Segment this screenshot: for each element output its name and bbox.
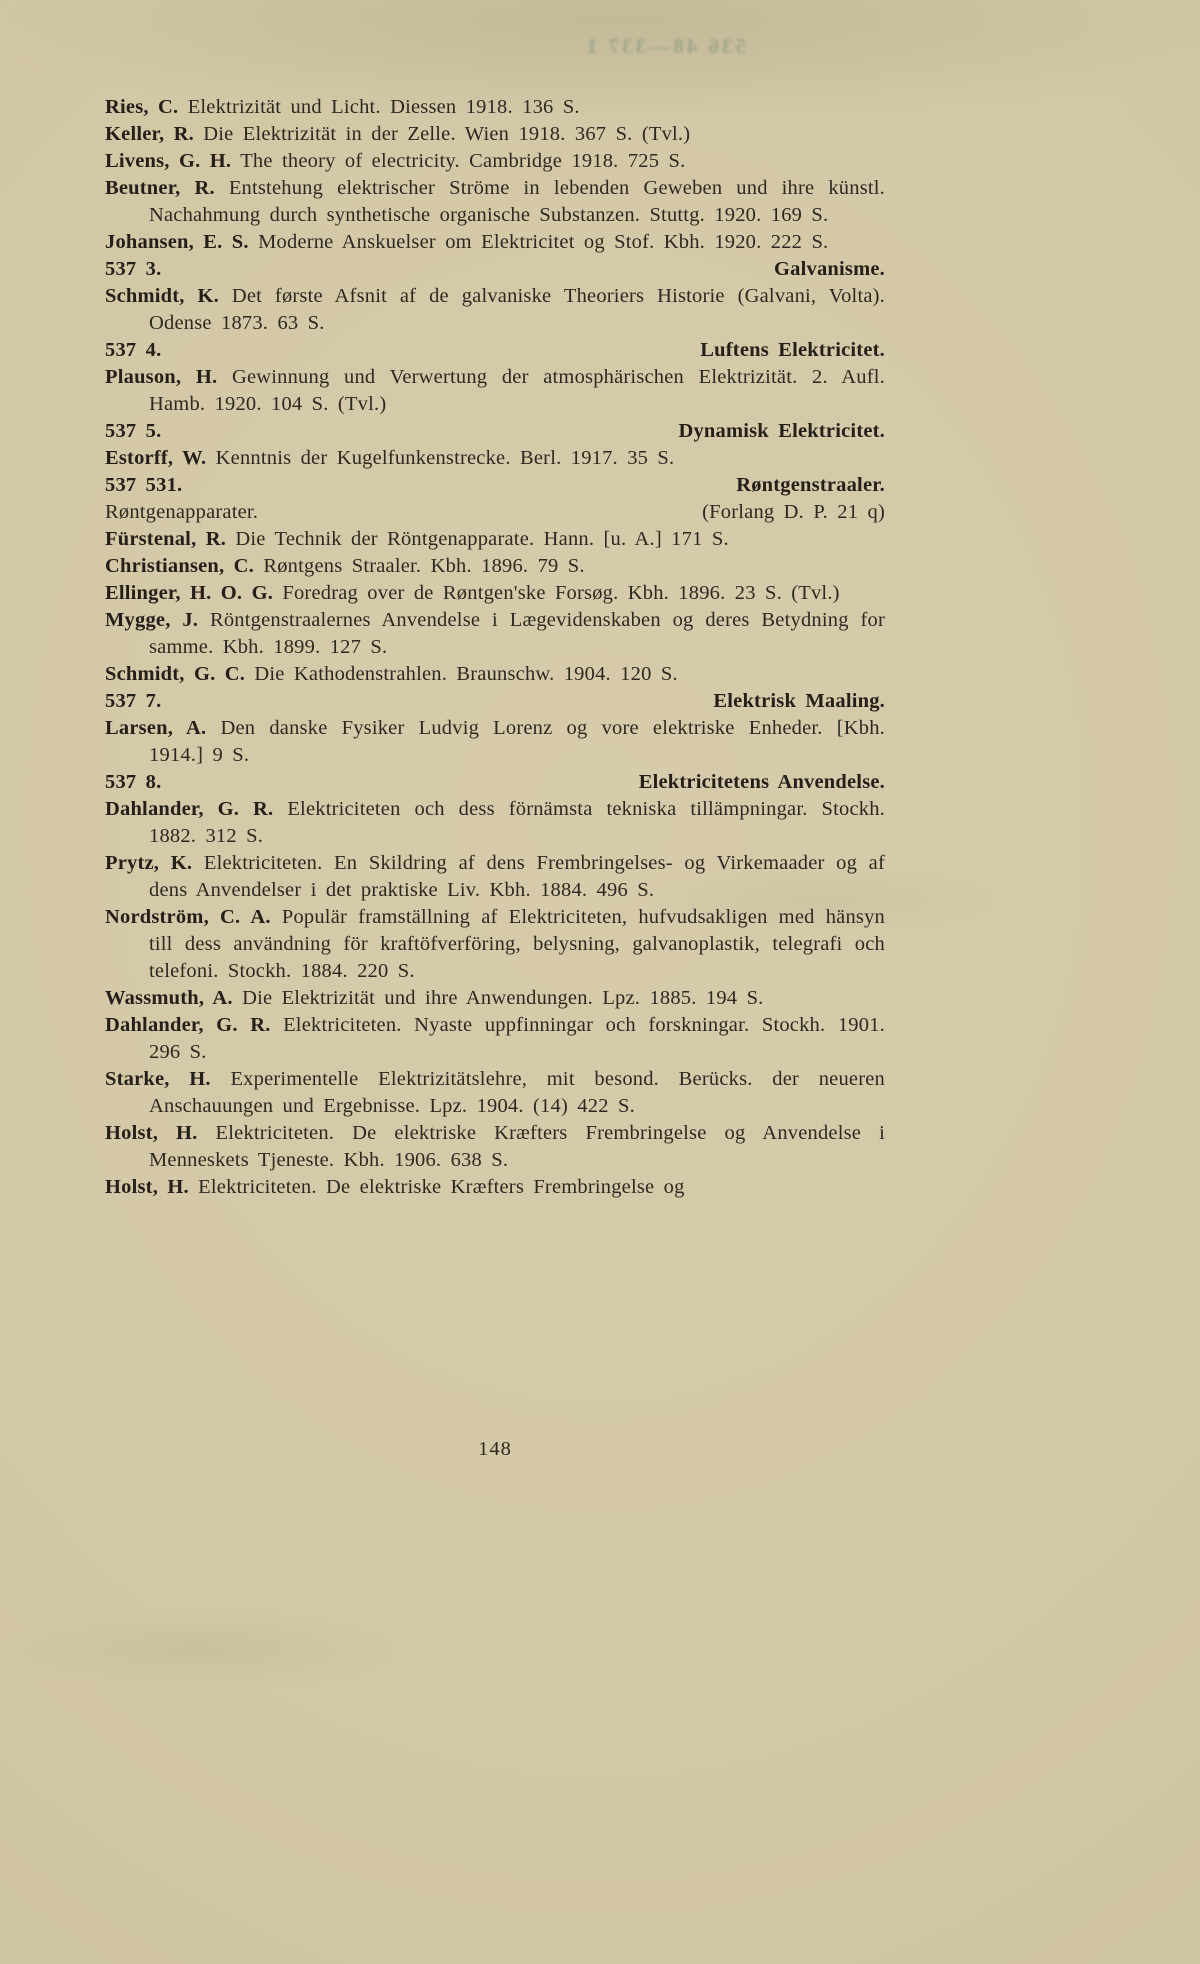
entry-text: Experimentelle Elektrizitätslehre, mit besond. Berücks. der neueren Anschauungen und Ergebnisse. Lpz. 1904. (14) 422 S. [149, 1068, 885, 1117]
entry-author: Holst, H. [105, 1176, 189, 1198]
entry-author: Christiansen, C. [105, 555, 255, 577]
entry-author: Livens, G. H. [105, 150, 232, 172]
entry-text: Die Kathodenstrahlen. Braunschw. 1904. 120 S. [254, 663, 678, 685]
entry-author: Starke, H. [105, 1068, 211, 1090]
entry-author: Holst, H. [105, 1122, 198, 1144]
entry-author: Keller, R. [105, 123, 194, 145]
section-title: Luftens Elektricitet. [700, 339, 885, 361]
bibliography-list [105, 94, 885, 1201]
entry-text: Die Technik der Röntgenapparate. Hann. [u. A.] 171 S. [235, 528, 729, 550]
bib-entry [105, 553, 885, 580]
entry-text: Populär framställning af Elektriciteten, hufvudsakligen med hänsyn till dess användning för kraftöfverföring, belysning, galvanoplastik, telegrafi och telefoni. Stockh. 1884. 220 S. [149, 906, 885, 982]
bib-entry [105, 985, 885, 1012]
entry-text: Elektriciteten. De elektriske Kræfters Frembringelse og Anvendelse i Menneskets Tjeneste. Kbh. 1906. 638 S. [149, 1122, 886, 1171]
entry-text: The theory of electricity. Cambridge 1918. 725 S. [240, 150, 686, 172]
bib-entry [105, 607, 885, 661]
entry-author: Schmidt, G. C. [105, 663, 246, 685]
bib-entry [105, 661, 885, 688]
bib-entry [105, 148, 885, 175]
entry-author: Schmidt, K. [105, 285, 219, 307]
bib-entry [105, 94, 885, 121]
bib-entry [105, 1012, 885, 1066]
entry-author: Dahlander, G. R. [105, 798, 274, 820]
entry-author: Wassmuth, A. [105, 987, 233, 1009]
section-heading [105, 769, 885, 796]
cross-reference-term: Røntgenapparater. [105, 501, 259, 523]
bib-entry [105, 121, 885, 148]
section-code: 537 5. [105, 420, 162, 442]
entry-text: Kenntnis der Kugelfunkenstrecke. Berl. 1917. 35 S. [215, 447, 675, 469]
bib-entry [105, 850, 885, 904]
bib-entry [105, 1120, 885, 1174]
entry-text: Det første Afsnit af de galvaniske Theoriers Historie (Galvani, Volta). Odense 1873. 63 S. [149, 285, 886, 334]
bib-entry [105, 796, 885, 850]
entry-author: Estorff, W. [105, 447, 207, 469]
entry-author: Mygge, J. [105, 609, 199, 631]
entry-author: Nordström, C. A. [105, 906, 271, 928]
entry-author: Ellinger, H. O. G. [105, 582, 274, 604]
entry-author: Prytz, K. [105, 852, 193, 874]
cross-reference-note: (Forlang D. P. 21 q) [702, 501, 885, 523]
entry-author: Beutner, R. [105, 177, 215, 199]
bib-entry [105, 175, 885, 229]
bib-entry [105, 229, 885, 256]
bib-entry [105, 1066, 885, 1120]
entry-text: Röntgenstraalernes Anvendelse i Lægevidenskaben og deres Betydning for samme. Kbh. 1899. 127 S. [149, 609, 885, 658]
bib-entry [105, 526, 885, 553]
entry-text: Elektriciteten. De elektriske Kræfters Frembringelse og [198, 1176, 685, 1198]
section-heading [105, 418, 885, 445]
entry-text: Den danske Fysiker Ludvig Lorenz og vore elektriske Enheder. [Kbh. 1914.] 9 S. [149, 717, 885, 766]
section-title: Elektrisk Maaling. [713, 690, 885, 712]
entry-author: Fürstenal, R. [105, 528, 227, 550]
section-heading [105, 337, 885, 364]
section-code: 537 8. [105, 771, 162, 793]
entry-text: Foredrag over de Røntgen'ske Forsøg. Kbh. 1896. 23 S. (Tvl.) [282, 582, 840, 604]
page-number: 148 [478, 1438, 512, 1460]
section-code: 537 4. [105, 339, 162, 361]
section-code: 537 7. [105, 690, 162, 712]
bib-entry [105, 283, 885, 337]
entry-text: Die Elektrizität in der Zelle. Wien 1918. 367 S. (Tvl.) [203, 123, 691, 145]
entry-author: Ries, C. [105, 96, 179, 118]
section-title: Galvanisme. [774, 258, 885, 280]
section-code: 537 531. [105, 474, 183, 496]
bib-entry [105, 715, 885, 769]
entry-author: Dahlander, G. R. [105, 1014, 271, 1036]
entry-text: Entstehung elektrischer Ströme in lebenden Geweben und ihre künstl. Nachahmung durch synthetische organische Substanzen. Stuttg. 1920. 169 S. [149, 177, 885, 226]
entry-text: Die Elektrizität und ihre Anwendungen. Lpz. 1885. 194 S. [242, 987, 764, 1009]
section-title: Røntgenstraaler. [736, 474, 885, 496]
entry-text: Gewinnung und Verwertung der atmosphärischen Elektrizität. 2. Aufl. Hamb. 1920. 104 S. (Tvl.) [149, 366, 885, 415]
section-heading [105, 256, 885, 283]
entry-text: Elektriciteten och dess förnämsta tekniska tillämpningar. Stockh. 1882. 312 S. [149, 798, 885, 847]
entry-text: Røntgens Straaler. Kbh. 1896. 79 S. [263, 555, 585, 577]
entry-text: Elektriciteten. Nyaste uppfinningar och forskningar. Stockh. 1901. 296 S. [149, 1014, 885, 1063]
entry-text: Elektriciteten. En Skildring af dens Frembringelses- og Virkemaader og af dens Anvendelser i det praktiske Liv. Kbh. 1884. 496 S. [149, 852, 886, 901]
entry-text: Elektrizität und Licht. Diessen 1918. 136 S. [187, 96, 580, 118]
bib-entry [105, 1174, 885, 1201]
entry-text: Moderne Anskuelser om Elektricitet og Stof. Kbh. 1920. 222 S. [258, 231, 829, 253]
bib-entry [105, 580, 885, 607]
bib-entry [105, 364, 885, 418]
bib-entry [105, 904, 885, 985]
entry-author: Plauson, H. [105, 366, 218, 388]
section-code: 537 3. [105, 258, 162, 280]
entry-author: Johansen, E. S. [105, 231, 249, 253]
bib-entry [105, 445, 885, 472]
showthrough-ghost-text: 536 48—337 1 [584, 34, 746, 58]
section-heading [105, 472, 885, 499]
section-title: Elektricitetens Anvendelse. [638, 771, 885, 793]
cross-reference-row [105, 499, 885, 526]
section-title: Dynamisk Elektricitet. [678, 420, 885, 442]
entry-author: Larsen, A. [105, 717, 207, 739]
section-heading [105, 688, 885, 715]
